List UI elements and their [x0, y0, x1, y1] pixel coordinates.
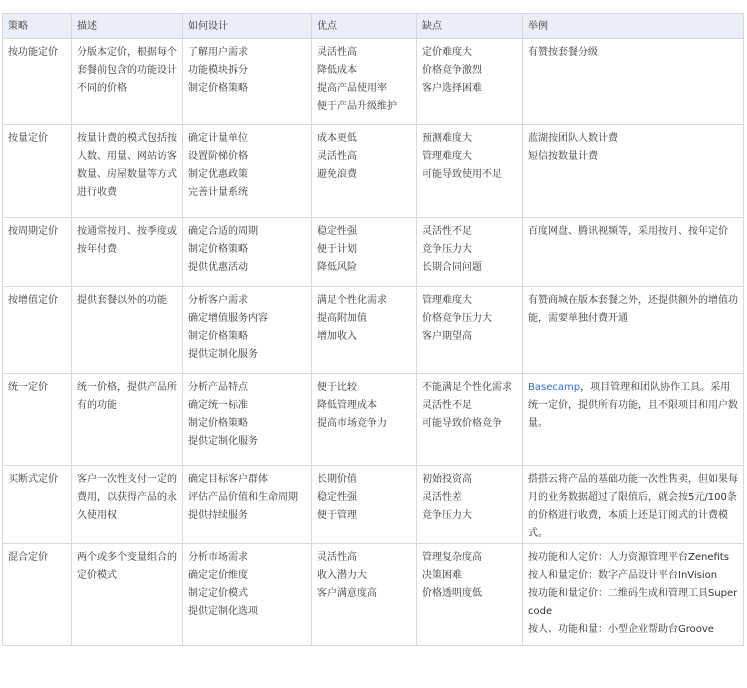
design-item: 制定优惠政策 — [188, 169, 248, 180]
design-item: 确定计量单位 — [188, 133, 248, 144]
cons-item: 灵活性不足 — [422, 400, 472, 411]
table-row — [3, 39, 744, 125]
example-cell — [523, 218, 744, 287]
example-item: 有赞商城在版本套餐之外，还提供额外的增值功能，需要单独付费开通 — [528, 295, 738, 324]
example-item: 蓝湖按团队人数计费 — [528, 133, 618, 144]
design-item: 确定增值服务内容 — [188, 313, 268, 324]
cons-cell — [417, 125, 523, 218]
pros-item: 灵活性高 — [317, 47, 357, 58]
pros-item: 提高市场竞争力 — [317, 418, 387, 429]
pros-item: 降低成本 — [317, 65, 357, 76]
description-cell — [72, 39, 183, 125]
design-item: 分析市场需求 — [188, 552, 248, 563]
cons-item: 管理难度大 — [422, 151, 472, 162]
pros-cell — [312, 466, 417, 544]
example-cell — [523, 466, 744, 544]
header-strategy: 策略 — [3, 14, 72, 39]
table-row — [3, 218, 744, 287]
pricing-strategy-table — [2, 13, 744, 646]
cons-cell — [417, 374, 523, 466]
cons-item: 管理难度大 — [422, 295, 472, 306]
example-item: 按人和量定价：数字产品设计平台InVision — [528, 570, 718, 581]
description-cell — [72, 374, 183, 466]
cons-item: 竞争压力大 — [422, 244, 472, 255]
header-cons: 缺点 — [417, 14, 523, 39]
description-text: 提供套餐以外的功能 — [77, 295, 167, 306]
description-text: 按量计费的模式包括按人数、用量、网站访客数量、房屋数量等方式进行收费 — [77, 133, 177, 198]
strategy-cell: 按增值定价 — [3, 287, 72, 374]
cons-item: 灵活性差 — [422, 492, 462, 503]
cons-item: 可能导致价格竞争 — [422, 418, 502, 429]
pros-item: 降低管理成本 — [317, 400, 377, 411]
cons-cell — [417, 287, 523, 374]
header-row — [3, 14, 744, 39]
description-cell — [72, 287, 183, 374]
pros-item: 提高产品使用率 — [317, 83, 387, 94]
pros-item: 满足个性化需求 — [317, 295, 387, 306]
cons-item: 管理复杂度高 — [422, 552, 482, 563]
header-example: 举例 — [523, 14, 744, 39]
cons-item: 预测难度大 — [422, 133, 472, 144]
description-text: 分版本定价，根据每个套餐前包含的功能设计不同的价格 — [77, 47, 177, 94]
pros-item: 便于比较 — [317, 382, 357, 393]
cons-item: 客户选择困难 — [422, 83, 482, 94]
cons-cell — [417, 39, 523, 125]
cons-item: 价格竞争激烈 — [422, 65, 482, 76]
table-row — [3, 125, 744, 218]
cons-item: 决策困难 — [422, 570, 462, 581]
example-item: 短信按数量计费 — [528, 151, 598, 162]
example-cell — [523, 374, 744, 466]
example-item: 按功能和人定价：人力资源管理平台Zenefits — [528, 552, 729, 563]
cons-cell — [417, 218, 523, 287]
design-item: 制定价格策略 — [188, 331, 248, 342]
table-row — [3, 287, 744, 374]
design-cell — [183, 39, 312, 125]
description-text: 两个或多个变量组合的定价模式 — [77, 552, 177, 581]
design-item: 提供定制化服务 — [188, 436, 258, 447]
design-item: 分析客户需求 — [188, 295, 248, 306]
cons-item: 价格透明度低 — [422, 588, 482, 599]
design-item: 确定目标客户群体 — [188, 474, 268, 485]
pros-item: 灵活性高 — [317, 552, 357, 563]
design-item: 提供定制化服务 — [188, 349, 258, 360]
design-cell — [183, 466, 312, 544]
design-item: 了解用户需求 — [188, 47, 248, 58]
description-text: 客户一次性支付一定的费用，以获得产品的永久使用权 — [77, 474, 177, 521]
cons-item: 定价难度大 — [422, 47, 472, 58]
design-item: 制定价格策略 — [188, 244, 248, 255]
pros-item: 稳定性强 — [317, 226, 357, 237]
design-item: 确定统一标准 — [188, 400, 248, 411]
pros-item: 长期价值 — [317, 474, 357, 485]
design-cell — [183, 374, 312, 466]
example-item — [528, 379, 738, 433]
pros-cell — [312, 218, 417, 287]
pros-item: 避免浪费 — [317, 169, 357, 180]
pricing-strategy-table-container — [0, 13, 747, 688]
example-cell — [523, 287, 744, 374]
strategy-cell: 混合定价 — [3, 544, 72, 646]
design-cell — [183, 287, 312, 374]
design-item: 完善计量系统 — [188, 187, 248, 198]
design-item: 评估产品价值和生命周期 — [188, 492, 298, 503]
table-row — [3, 466, 744, 544]
cons-item: 灵活性不足 — [422, 226, 472, 237]
pros-item: 增加收入 — [317, 331, 357, 342]
design-item: 确定合适的周期 — [188, 226, 258, 237]
header-description: 描述 — [72, 14, 183, 39]
pros-item: 稳定性强 — [317, 492, 357, 503]
example-cell — [523, 125, 744, 218]
pros-item: 降低风险 — [317, 262, 357, 273]
example-cell — [523, 544, 744, 646]
basecamp-link[interactable]: Basecamp — [528, 382, 581, 393]
pros-item: 提高附加值 — [317, 313, 367, 324]
design-item: 制定定价模式 — [188, 588, 248, 599]
pros-cell — [312, 287, 417, 374]
cons-item: 初始投资高 — [422, 474, 472, 485]
pros-item: 客户满意度高 — [317, 588, 377, 599]
pros-cell — [312, 374, 417, 466]
pros-cell — [312, 544, 417, 646]
cons-item: 客户期望高 — [422, 331, 472, 342]
description-cell — [72, 466, 183, 544]
design-item: 确定定价维度 — [188, 570, 248, 581]
pros-item: 便于计划 — [317, 244, 357, 255]
design-item: 提供优惠活动 — [188, 262, 248, 273]
design-item: 制定价格策略 — [188, 83, 248, 94]
example-item: 百度网盘、腾讯视频等，采用按月、按年定价 — [528, 226, 728, 237]
cons-item: 长期合同问题 — [422, 262, 482, 273]
strategy-cell: 按功能定价 — [3, 39, 72, 125]
design-item: 功能模块拆分 — [188, 65, 248, 76]
pros-item: 收入潜力大 — [317, 570, 367, 581]
table-row — [3, 544, 744, 646]
example-item: 按功能和量定价：二维码生成和管理工具Supercode — [528, 588, 738, 617]
cons-item: 不能满足个性化需求 — [422, 382, 512, 393]
strategy-cell: 买断式定价 — [3, 466, 72, 544]
pros-cell — [312, 39, 417, 125]
example-cell — [523, 39, 744, 125]
pros-cell — [312, 125, 417, 218]
header-design: 如何设计 — [183, 14, 312, 39]
design-cell — [183, 125, 312, 218]
cons-item: 可能导致使用不足 — [422, 169, 502, 180]
cons-cell — [417, 466, 523, 544]
design-item: 制定价格策略 — [188, 418, 248, 429]
example-item: 按人、功能和量：小型企业帮助台Groove — [528, 624, 714, 635]
pros-item: 便于管理 — [317, 510, 357, 521]
design-item: 提供持续服务 — [188, 510, 248, 521]
cons-cell — [417, 544, 523, 646]
description-cell — [72, 218, 183, 287]
pros-item: 灵活性高 — [317, 151, 357, 162]
table-row — [3, 374, 744, 466]
description-text: 按通常按月、按季度或按年付费 — [77, 226, 177, 255]
strategy-cell: 按量定价 — [3, 125, 72, 218]
cons-item: 竞争压力大 — [422, 510, 472, 521]
pros-item: 成本更低 — [317, 133, 357, 144]
design-item: 提供定制化选项 — [188, 606, 258, 617]
description-cell — [72, 544, 183, 646]
description-cell — [72, 125, 183, 218]
design-cell — [183, 218, 312, 287]
strategy-cell: 按周期定价 — [3, 218, 72, 287]
design-cell — [183, 544, 312, 646]
strategy-cell: 统一定价 — [3, 374, 72, 466]
pros-item: 便于产品升级维护 — [317, 101, 397, 112]
example-item: 搭搭云将产品的基础功能一次性售卖，但如果每月的业务数据超过了限值后，就会按5元/100条的价格进行收费，本质上还是订阅式的计费模式。 — [528, 474, 738, 539]
design-item: 分析产品特点 — [188, 382, 248, 393]
design-item: 设置阶梯价格 — [188, 151, 248, 162]
header-pros: 优点 — [312, 14, 417, 39]
example-item: 有赞按套餐分级 — [528, 47, 598, 58]
description-text: 统一价格，提供产品所有的功能 — [77, 382, 177, 411]
example-text: ，项目管理和团队协作工具。采用统一定价，提供所有功能，且不限项目和用户数量。 — [528, 382, 738, 429]
cons-item: 价格竞争压力大 — [422, 313, 492, 324]
